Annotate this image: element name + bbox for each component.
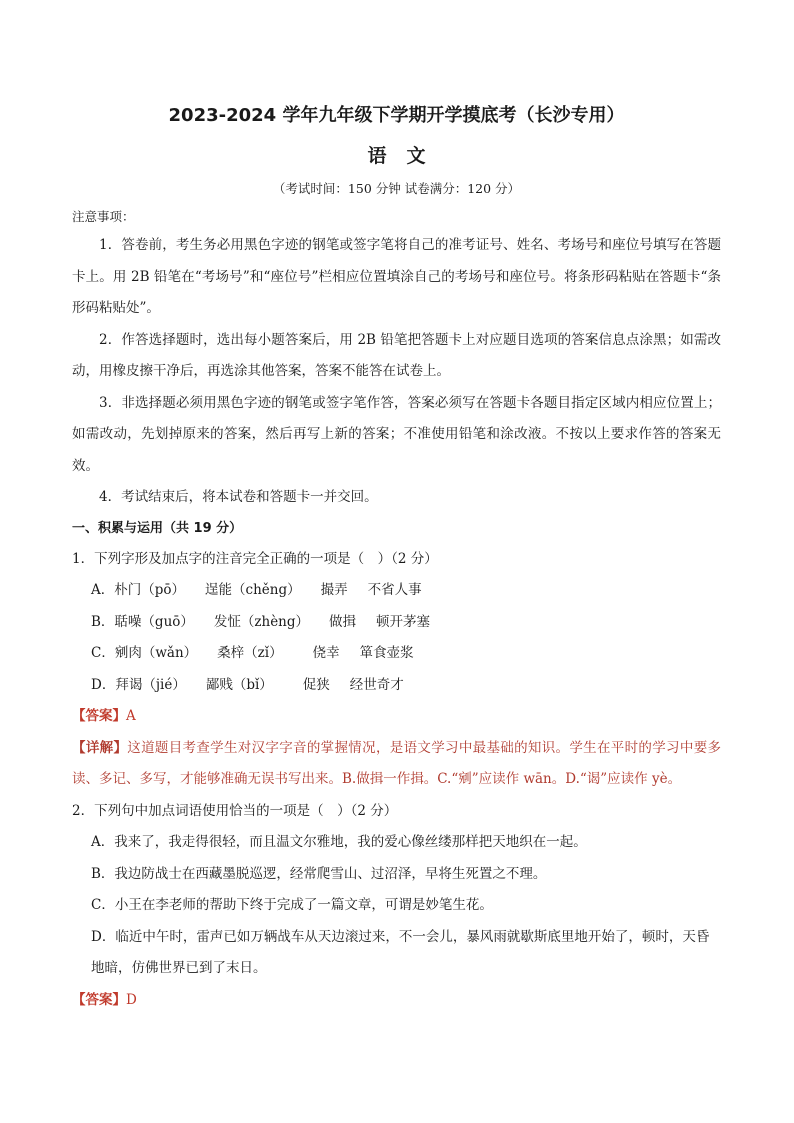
question-2-option-d (72, 922, 721, 985)
option-text: 小王在李老师的帮助下终于完成了一篇文章，可谓是妙笔生花。 (114, 897, 493, 913)
question-1-option-b (72, 607, 721, 639)
notice-item-3: 3．非选择题必须用黑色字迹的钢笔或签字笔作答，答案必须写在答题卡各题目指定区域内相应位置上；如需改动，先划掉原来的答案，然后再写上新的答案；不准使用铅笔和涂改液。不按以上要求作答的答案无效。 (72, 394, 721, 474)
option-word: 不省人事 (367, 582, 422, 598)
option-word: 鄙贱（bǐ） (205, 676, 273, 693)
option-word: 顿开茅塞 (376, 613, 431, 630)
option-word: 拜谒（jié） (115, 676, 186, 693)
option-label: C． (91, 897, 115, 913)
question-1-option-a (72, 575, 721, 607)
question-1-detail (72, 733, 721, 796)
option-text: 临近中午时，雷声已如万辆战车从天边滚过来，不一会儿，暴风雨就歇斯底里地开始了，顿时，天昏地暗，仿佛世界已到了末日。 (91, 928, 710, 976)
detail-tag: 【详解】 (72, 739, 128, 756)
option-word: 箪食壶浆 (359, 645, 414, 661)
option-word: 朴门（pō） (114, 582, 186, 598)
option-label: B． (91, 613, 115, 630)
notice-item-4: 4．考试结束后，将本试卷和答题卡一并交回。 (99, 489, 378, 505)
detail-text: 这道题目考查学生对汉字字音的掌握情况，是语文学习中最基础的知识。学生在平时的学习中要多读、多记、多写，才能够准确无误书写出来。B.做揖一作揖。C.“剜”应读作 wān。D.“谒”应读作 yè。 (72, 739, 722, 787)
option-word: 发怔（zhèng） (213, 613, 310, 630)
answer-tag: 【答案】 (72, 991, 126, 1008)
option-word: 聒噪（guō） (114, 613, 194, 630)
question-2-option-b (72, 859, 721, 891)
option-word: 经世奇才 (349, 676, 404, 693)
question-1-stem: 1．下列字形及加点字的注音完全正确的一项是（ ）（2 分） (72, 550, 438, 567)
answer-value: D (126, 991, 137, 1008)
question-2-answer (72, 985, 721, 1017)
option-label: A． (91, 582, 115, 598)
option-word: 促狭 (302, 676, 330, 693)
question-1-option-d (72, 670, 721, 702)
subject-title: 语文 (367, 145, 446, 167)
answer-tag: 【答案】 (72, 708, 126, 724)
option-word: 撮弄 (320, 582, 348, 598)
option-label: C． (91, 645, 115, 661)
exam-title: 2023-2024 学年九年级下学期开学摸底考（长沙专用） (168, 105, 625, 126)
option-word: 剜肉（wǎn） (114, 645, 198, 661)
option-label: A． (91, 834, 115, 850)
question-1-answer (72, 701, 721, 733)
question-1-option-c (72, 638, 721, 670)
option-word: 逞能（chěng） (205, 582, 301, 598)
option-word: 做揖 (329, 613, 357, 630)
notice-item-1: 1．答卷前，考生务必用黑色字迹的钢笔或签字笔将自己的准考证号、姓名、考场号和座位号填写在答题卡上。用 2B 铅笔在“考场号”和“座位号”栏相应位置填涂自己的考场号和座位号。将条形码粘贴在答题卡“条形码粘贴处”。 (72, 237, 721, 316)
option-label: B． (91, 865, 115, 882)
notice-heading: 注意事项： (72, 209, 135, 224)
question-2-option-a (72, 827, 721, 859)
question-2-stem: 2．下列句中加点词语使用恰当的一项是（ ）（2 分） (72, 802, 398, 819)
section-heading: 一、积累与运用（共 19 分） (72, 520, 243, 536)
option-text: 我边防战士在西藏墨脱巡逻，经常爬雪山、过沼泽，早将生死置之不理。 (114, 865, 547, 882)
option-word: 侥幸 (312, 645, 340, 661)
option-word: 桑梓（zǐ） (217, 645, 283, 661)
option-label: D． (91, 928, 116, 945)
option-label: D． (91, 676, 116, 693)
notice-item-2: 2．作答选择题时，选出每小题答案后，用 2B 铅笔把答题卡上对应题目选项的答案信息点涂黑；如需改动，用橡皮擦干净后，再选涂其他答案，答案不能答在试卷上。 (72, 331, 721, 379)
exam-meta: （考试时间：150 分钟 试卷满分：120 分） (272, 181, 521, 196)
option-text: 我来了，我走得很轻，而且温文尔雅地，我的爱心像丝缕那样把天地织在一起。 (114, 834, 587, 850)
question-2-option-c (72, 890, 721, 922)
answer-value: A (126, 708, 136, 724)
